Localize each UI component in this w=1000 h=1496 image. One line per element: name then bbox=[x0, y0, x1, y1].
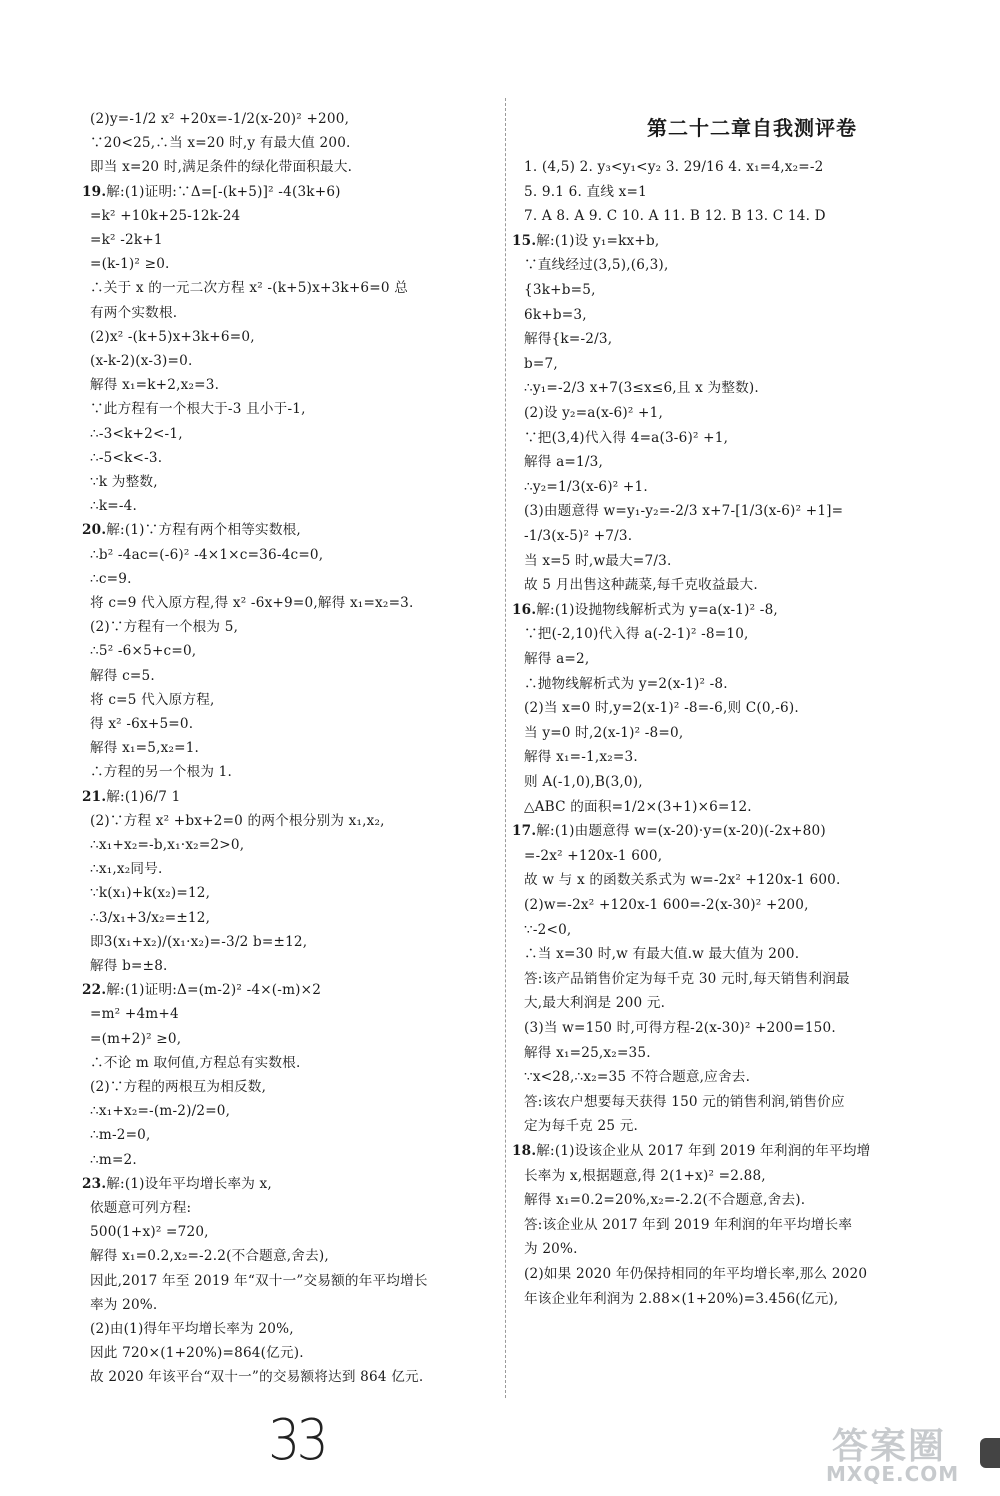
answer-line bbox=[524, 377, 759, 399]
answer-line bbox=[90, 277, 408, 299]
answer-line bbox=[524, 451, 603, 473]
answer-line bbox=[90, 1221, 209, 1243]
answer-text: =(m+2)² ≥0, bbox=[90, 1030, 182, 1047]
answer-text: 即3(x₁+x₂)/(x₁·x₂)=-3/2 b=±12, bbox=[90, 933, 308, 950]
question-number: 22. bbox=[82, 982, 107, 999]
answer-line bbox=[524, 697, 799, 719]
answer-text: =k² +10k+25-12k-24 bbox=[90, 207, 241, 224]
answer-text: ∴c=9. bbox=[90, 570, 132, 587]
answer-text: 解得 x₁=0.2=20%,x₂=-2.2(不合题意,舍去). bbox=[524, 1192, 806, 1209]
answer-text: 有两个实数根. bbox=[90, 304, 178, 321]
answer-text: ∴b² -4ac=(-6)² -4×1×c=36-4c=0, bbox=[90, 546, 324, 563]
answer-text: ∴当 x=30 时,w 有最大值.w 最大值为 200. bbox=[524, 946, 800, 963]
answer-line bbox=[90, 302, 177, 324]
question-number: 18. bbox=[512, 1143, 537, 1159]
answer-line bbox=[90, 1124, 151, 1146]
answer-text: (2)x² -(k+5)x+3k+6=0, bbox=[90, 328, 255, 345]
answer-text: 解:(1)证明:∵Δ=[-(k+5)]² -4(3k+6) bbox=[106, 183, 341, 200]
answer-line bbox=[90, 229, 163, 251]
answer-line bbox=[90, 858, 163, 880]
answer-text: 解得 a=2, bbox=[524, 651, 590, 667]
answer-line bbox=[90, 689, 215, 711]
answer-text: (x-k-2)(x-3)=0. bbox=[90, 353, 193, 369]
answer-line bbox=[524, 722, 683, 744]
answer-text: ∴方程的另一个根为 1. bbox=[90, 764, 233, 781]
answer-line bbox=[524, 1091, 845, 1113]
answer-line bbox=[82, 1173, 272, 1195]
answer-line bbox=[90, 568, 132, 590]
site-watermark bbox=[822, 1418, 997, 1488]
answer-line bbox=[524, 574, 758, 596]
answer-text: ∵k 为整数, bbox=[90, 474, 158, 490]
answer-line bbox=[524, 992, 665, 1014]
answer-line bbox=[524, 279, 596, 301]
answer-text: 解得 x₁=25,x₂=35. bbox=[524, 1044, 651, 1061]
answer-line bbox=[90, 1318, 294, 1340]
answer-text: ∴-5<k<-3. bbox=[90, 449, 163, 466]
answer-line bbox=[90, 713, 193, 735]
answer-line bbox=[524, 623, 749, 645]
answer-text: (3)由题意得 w=y₁-y₂=-2/3 x+7-[1/3(x-6)² +1]= bbox=[524, 503, 844, 520]
answer-text: ∴不论 m 取何值,方程总有实数根. bbox=[90, 1054, 301, 1071]
answer-text: ∵直线经过(3,5),(6,3), bbox=[524, 257, 669, 274]
answer-text: ∴y₂=1/3(x-6)² +1. bbox=[524, 478, 648, 495]
answer-line bbox=[90, 132, 351, 154]
answer-line bbox=[90, 907, 210, 929]
answer-line bbox=[524, 869, 841, 891]
answer-line bbox=[90, 326, 255, 348]
answer-line bbox=[524, 1165, 766, 1187]
answer-line bbox=[90, 592, 414, 614]
answer-text: △ABC 的面积=1/2×(3+1)×6=12. bbox=[524, 798, 752, 815]
answer-line bbox=[524, 1288, 838, 1310]
answer-line bbox=[90, 761, 232, 783]
answer-line bbox=[524, 353, 558, 375]
answer-line bbox=[524, 1042, 651, 1064]
answer-text: 解:(1)∵方程有两个相等实数根, bbox=[106, 522, 301, 539]
answer-line bbox=[90, 374, 219, 396]
answer-line bbox=[524, 1017, 836, 1039]
answer-line bbox=[524, 550, 671, 572]
answer-text: (2)w=-2x² +120x-1 600=-2(x-30)² +200, bbox=[524, 897, 809, 913]
answer-text: 解:(1)由题意得 w=(x-20)·y=(x-20)(-2x+80) bbox=[536, 823, 826, 840]
answer-line bbox=[524, 1238, 578, 1260]
answer-text: ∴x₁+x₂=-b,x₁·x₂=2>0, bbox=[90, 837, 245, 853]
answer-text: 7. A 8. A 9. C 10. A 11. B 12. B 13. C 14. D bbox=[524, 208, 826, 225]
answer-text: 定为每千克 25 元. bbox=[524, 1118, 639, 1135]
question-number: 23. bbox=[82, 1175, 107, 1192]
answer-text: =-2x² +120x-1 600, bbox=[524, 847, 663, 864]
question-number: 17. bbox=[512, 823, 537, 840]
question-number: 20. bbox=[82, 522, 107, 539]
answer-text: 因此,2017 年至 2019 年“双十一”交易额的年平均增长 bbox=[90, 1272, 428, 1289]
answer-text: 故 2020 年该平台“双十一”的交易额将达到 864 亿元. bbox=[90, 1369, 424, 1386]
answer-line bbox=[90, 253, 170, 275]
answer-text: ∵-2<0, bbox=[524, 921, 572, 938]
answer-line bbox=[90, 737, 199, 759]
answer-text: 解得 b=±8. bbox=[90, 958, 168, 974]
answer-text: (2)∵方程 x² +bx+2=0 的两个根分别为 x₁,x₂, bbox=[90, 812, 385, 829]
answer-line bbox=[90, 205, 240, 227]
answer-text: 则 A(-1,0),B(3,0), bbox=[524, 774, 643, 790]
answer-text: ∴k=-4. bbox=[90, 498, 138, 515]
chapter-test-title: 第二十二章自我测评卷 bbox=[647, 116, 857, 140]
answer-line bbox=[90, 1197, 191, 1219]
answer-text: 解得 x₁=k+2,x₂=3. bbox=[90, 377, 220, 394]
answer-line bbox=[524, 476, 648, 498]
answer-line bbox=[90, 931, 307, 953]
answer-line bbox=[90, 810, 385, 832]
answer-text: 解得 x₁=-1,x₂=3. bbox=[524, 749, 638, 766]
answer-line bbox=[90, 834, 244, 856]
answer-text: 6k+b=3, bbox=[524, 306, 587, 323]
answer-text: =(k-1)² ≥0. bbox=[90, 256, 170, 273]
answer-line bbox=[524, 1214, 852, 1236]
answer-text: 即当 x=20 时,满足条件的绿化带面积最大. bbox=[90, 159, 353, 176]
answer-line bbox=[524, 181, 647, 203]
answer-text: (2)由(1)得年平均增长率为 20%, bbox=[90, 1321, 294, 1337]
answer-text: ∵此方程有一个根大于-3 且小于-1, bbox=[90, 401, 306, 418]
answer-line bbox=[524, 796, 752, 818]
answer-text: 解:(1)设年平均增长率为 x, bbox=[106, 1175, 272, 1192]
answer-text: 解得 x₁=0.2,x₂=-2.2(不合题意,舍去), bbox=[90, 1248, 329, 1265]
answer-text: 依题意可列方程: bbox=[90, 1200, 192, 1216]
watermark-logo-text: 答案圈 bbox=[832, 1426, 947, 1467]
answer-line bbox=[90, 1003, 179, 1025]
answer-text: 当 y=0 时,2(x-1)² -8=0, bbox=[524, 724, 684, 741]
answer-text: 解:(1)6/7 1 bbox=[106, 788, 181, 805]
answer-line bbox=[90, 640, 196, 662]
answer-line bbox=[524, 304, 587, 326]
edge-smudge bbox=[980, 1438, 1000, 1468]
answer-line bbox=[90, 1028, 181, 1050]
answer-text: ∴x₁+x₂=-(m-2)/2=0, bbox=[90, 1103, 231, 1120]
answer-text: ∵把(3,4)代入得 4=a(3-6)² +1, bbox=[524, 429, 729, 446]
answer-text: 年该企业年利润为 2.88×(1+20%)=3.456(亿元), bbox=[524, 1290, 839, 1307]
answer-text: (2)∵方程的两根互为相反数, bbox=[90, 1079, 267, 1095]
answer-text: 1. (4,5) 2. y₃<y₁<y₂ 3. 29/16 4. x₁=4,x₂=-2 bbox=[524, 159, 824, 175]
answer-line bbox=[512, 820, 826, 842]
answer-line bbox=[524, 1115, 638, 1137]
answer-line bbox=[90, 156, 352, 178]
answer-text: ∴m-2=0, bbox=[90, 1127, 151, 1144]
answer-text: 答:该产品销售价定为每千克 30 元时,每天销售利润最 bbox=[524, 970, 850, 987]
answer-line bbox=[524, 1189, 805, 1211]
answer-line bbox=[90, 471, 158, 493]
answer-text: =m² +4m+4 bbox=[90, 1006, 179, 1023]
answer-line bbox=[512, 1140, 870, 1162]
answer-line bbox=[90, 616, 238, 638]
answer-line bbox=[90, 350, 193, 372]
question-number: 21. bbox=[82, 788, 107, 805]
answer-text: b=7, bbox=[524, 355, 558, 372]
answer-text: 大,最大利润是 200 元. bbox=[524, 995, 666, 1012]
answer-text: (2)y=-1/2 x² +20x=-1/2(x-20)² +200, bbox=[90, 111, 350, 127]
answer-line bbox=[524, 402, 663, 424]
question-number: 16. bbox=[512, 601, 537, 618]
answer-text: 解得 c=5. bbox=[90, 667, 155, 684]
answer-text: 解:(1)设该企业从 2017 年到 2019 年利润的年平均增 bbox=[536, 1143, 871, 1159]
answer-text: 答:该农户想要每天获得 150 元的销售利润,销售价应 bbox=[524, 1093, 845, 1110]
answer-line bbox=[90, 1294, 157, 1316]
answer-line bbox=[82, 181, 341, 203]
answer-line bbox=[524, 1066, 750, 1088]
answer-text: 当 x=5 时,w最大=7/3. bbox=[524, 552, 672, 569]
answer-line bbox=[90, 1100, 230, 1122]
answer-text: ∴-3<k+2<-1, bbox=[90, 425, 183, 442]
answer-text: 为 20%. bbox=[524, 1241, 578, 1258]
answer-line bbox=[524, 771, 643, 793]
answer-text: 500(1+x)² =720, bbox=[90, 1224, 209, 1241]
answer-line bbox=[524, 500, 843, 522]
column-divider bbox=[505, 98, 506, 1398]
answer-text: ∵k(x₁)+k(x₂)=12, bbox=[90, 885, 211, 902]
answer-line bbox=[90, 108, 349, 130]
answer-line bbox=[90, 1366, 423, 1388]
answer-text: 率为 20%. bbox=[90, 1296, 158, 1313]
answer-text: 解得 a=1/3, bbox=[524, 454, 604, 471]
answer-text: (2)当 x=0 时,y=2(x-1)² -8=-6,则 C(0,-6). bbox=[524, 700, 799, 717]
answer-line bbox=[524, 919, 571, 941]
answer-text: ∴5² -6×5+c=0, bbox=[90, 643, 197, 660]
answer-line bbox=[82, 786, 181, 808]
answer-line bbox=[524, 254, 668, 276]
answer-text: {3k+b=5, bbox=[524, 282, 596, 298]
answer-text: ∴m=2. bbox=[90, 1151, 137, 1168]
answer-line bbox=[524, 328, 612, 350]
answer-text: 解:(1)设 y₁=kx+b, bbox=[536, 232, 660, 249]
answer-line bbox=[90, 423, 183, 445]
question-number: 15. bbox=[512, 232, 537, 249]
answer-line bbox=[90, 398, 306, 420]
answer-text: (2)∵方程有一个根为 5, bbox=[90, 619, 239, 636]
answer-line bbox=[524, 845, 662, 867]
watermark-url: MXQE.COM bbox=[826, 1462, 960, 1486]
answer-line bbox=[524, 1263, 867, 1285]
answer-line bbox=[90, 1270, 428, 1292]
answer-line bbox=[90, 495, 137, 517]
answer-text: ∵x<28,∴x₂=35 不符合题意,应舍去. bbox=[524, 1069, 751, 1086]
answer-line bbox=[512, 599, 778, 621]
answer-text: ∴3/x₁+3/x₂=±12, bbox=[90, 909, 211, 926]
answer-line bbox=[524, 156, 824, 178]
answer-text: ∴关于 x 的一元二次方程 x² -(k+5)x+3k+6=0 总 bbox=[90, 280, 409, 297]
answer-text: 5. 9.1 6. 直线 x=1 bbox=[524, 183, 647, 200]
answer-line bbox=[90, 1149, 137, 1171]
answer-line bbox=[90, 544, 323, 566]
answer-line bbox=[524, 648, 589, 670]
answer-text: 故 w 与 x 的函数关系式为 w=-2x² +120x-1 600. bbox=[524, 872, 841, 889]
answer-line bbox=[90, 955, 168, 977]
answer-line bbox=[90, 882, 210, 904]
answer-text: 解得{k=-2/3, bbox=[524, 331, 613, 348]
answer-text: 将 c=5 代入原方程, bbox=[90, 691, 215, 708]
answer-line bbox=[524, 943, 799, 965]
answer-text: 因此 720×(1+20%)=864(亿元). bbox=[90, 1345, 304, 1362]
answer-text: 解:(1)设抛物线解析式为 y=a(x-1)² -8, bbox=[536, 601, 778, 618]
answer-text: ∴抛物线解析式为 y=2(x-1)² -8. bbox=[524, 675, 728, 692]
question-number: 19. bbox=[82, 183, 107, 200]
answer-line bbox=[90, 1245, 329, 1267]
answer-text: 长率为 x,根据题意,得 2(1+x)² =2.88, bbox=[524, 1167, 766, 1184]
answer-line bbox=[524, 746, 638, 768]
answer-line bbox=[524, 205, 826, 227]
answer-line bbox=[90, 1052, 301, 1074]
handwritten-page-number: 33 bbox=[268, 1408, 326, 1473]
answer-line bbox=[524, 525, 632, 547]
answer-text: 解得 x₁=5,x₂=1. bbox=[90, 740, 200, 757]
answer-text: 故 5 月出售这种蔬菜,每千克收益最大. bbox=[524, 577, 758, 594]
answer-text: (3)当 w=150 时,可得方程-2(x-30)² +200=150. bbox=[524, 1020, 836, 1036]
answer-line bbox=[90, 1342, 304, 1364]
answer-line bbox=[90, 1076, 266, 1098]
answer-text: -1/3(x-5)² +7/3. bbox=[524, 528, 633, 544]
answer-text: ∴y₁=-2/3 x+7(3≤x≤6,且 x 为整数). bbox=[524, 380, 759, 397]
answer-text: 答:该企业从 2017 年到 2019 年利润的年平均增长率 bbox=[524, 1216, 853, 1233]
answer-text: ∵20<25,∴当 x=20 时,y 有最大值 200. bbox=[90, 135, 351, 152]
answer-line bbox=[82, 519, 301, 541]
answer-line bbox=[524, 968, 850, 990]
answer-line bbox=[90, 447, 162, 469]
answer-line bbox=[90, 665, 155, 687]
answer-line bbox=[524, 427, 728, 449]
answer-text: (2)如果 2020 年仍保持相同的年平均增长率,那么 2020 bbox=[524, 1266, 868, 1282]
answer-text: 将 c=9 代入原方程,得 x² -6x+9=0,解得 x₁=x₂=3. bbox=[90, 595, 414, 611]
answer-line bbox=[512, 230, 659, 252]
answer-line bbox=[524, 894, 809, 916]
answer-text: 得 x² -6x+5=0. bbox=[90, 716, 194, 732]
answer-line bbox=[524, 673, 728, 695]
answer-text: 解:(1)证明:Δ=(m-2)² -4×(-m)×2 bbox=[106, 982, 322, 999]
answer-text: =k² -2k+1 bbox=[90, 232, 163, 248]
answer-text: ∴x₁,x₂同号. bbox=[90, 861, 163, 878]
answer-text: ∵把(-2,10)代入得 a(-2-1)² -8=10, bbox=[524, 626, 749, 643]
answer-line bbox=[82, 979, 321, 1001]
answer-text: (2)设 y₂=a(x-6)² +1, bbox=[524, 405, 664, 421]
